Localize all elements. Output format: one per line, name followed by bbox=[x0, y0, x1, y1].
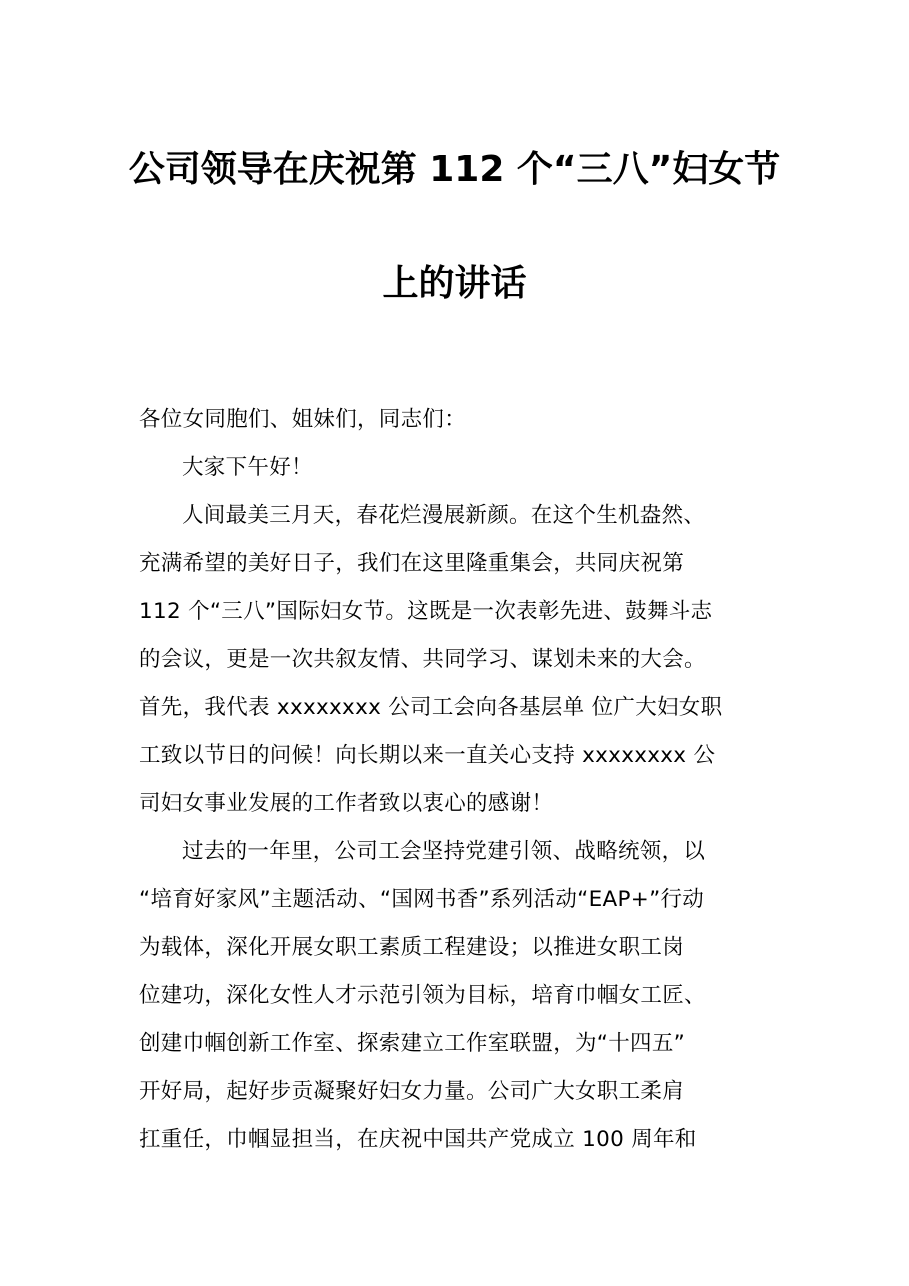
document-title-line-1: 公司领导在庆祝第 112 个“三八”妇女节 bbox=[128, 149, 781, 190]
body-line: 112 个“三八”国际妇女节。这既是一次表彰先进、鼓舞斗志 bbox=[139, 599, 713, 624]
body-line: 充满希望的美好日子，我们在这里隆重集会，共同庆祝第 bbox=[139, 551, 685, 576]
document-body bbox=[139, 396, 779, 1164]
body-line: 创建巾帼创新工作室、探索建立工作室联盟，为“十四五” bbox=[139, 1031, 686, 1056]
body-line: 首先，我代表 xxxxxxxx 公司工会向各基层单 位广大妇女职 bbox=[139, 695, 723, 720]
body-line: 的会议，更是一次共叙友情、共同学习、谋划未来的大会。 bbox=[139, 647, 706, 672]
body-line: 工致以节日的问候！向长期以来一直关心支持 xxxxxxxx 公 bbox=[139, 743, 716, 768]
salutation: 各位女同胞们、姐妹们，同志们： bbox=[139, 407, 467, 432]
document-title-line-2: 上的讲话 bbox=[382, 263, 527, 304]
body-line: 开好局，起好步贡凝聚好妇女力量。公司广大女职工柔肩 bbox=[139, 1079, 685, 1104]
body-line: 人间最美三月天，春花烂漫展新颜。在这个生机盎然、 bbox=[182, 503, 706, 528]
body-line: 位建功，深化女性人才示范引领为目标，培育巾帼女工匠、 bbox=[139, 983, 706, 1008]
body-line: 为载体，深化开展女职工素质工程建设；以推进女职工岗 bbox=[139, 935, 685, 960]
body-line: 司妇女事业发展的工作者致以衷心的感谢！ bbox=[139, 791, 554, 816]
greeting: 大家下午好！ bbox=[182, 455, 313, 480]
body-line: 过去的一年里，公司工会坚持党建引领、战略统领，以 bbox=[182, 839, 706, 864]
body-line: “培育好家风”主题活动、“国网书香”系列活动“EAP+”行动 bbox=[139, 887, 705, 912]
body-line: 扛重任，巾帼显担当，在庆祝中国共产党成立 100 周年和 bbox=[139, 1127, 697, 1152]
